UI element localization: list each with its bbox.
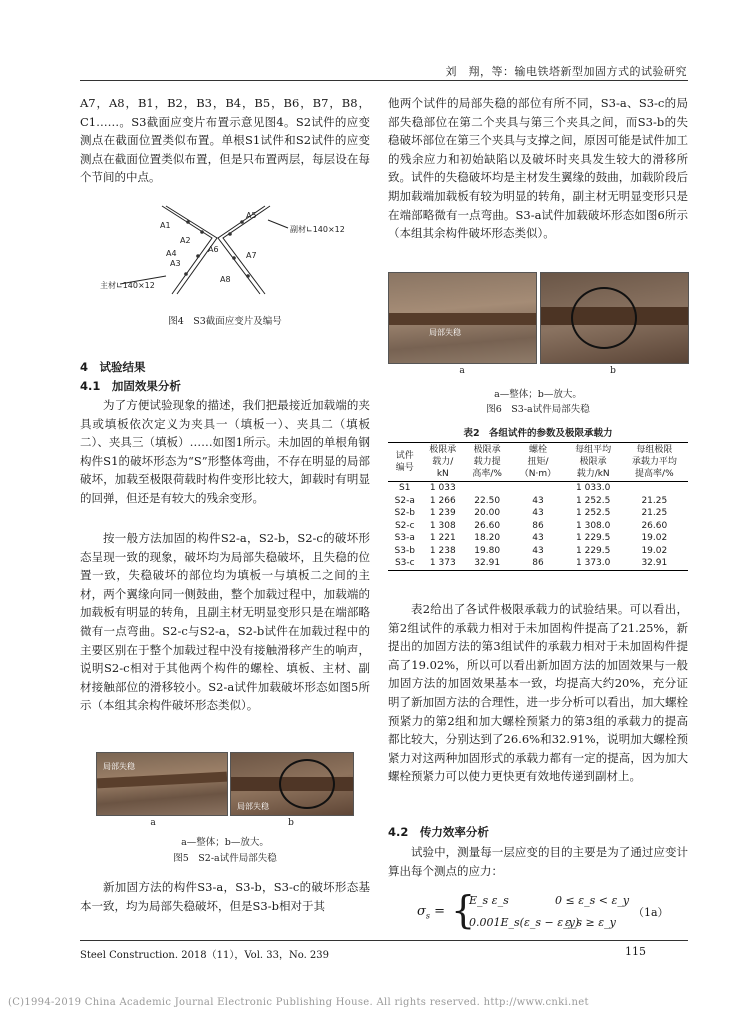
formula-case-2-condition: ε_s ≥ ε_y	[565, 916, 616, 929]
table-header-row	[388, 443, 688, 482]
table-cell: 1 239	[429, 508, 456, 518]
fig4-label: A8	[220, 275, 231, 284]
fig4-label: A3	[170, 259, 181, 268]
table-header: 螺栓 扭矩/ （N·m）	[510, 443, 565, 482]
left-paragraph-1: A7，A8，B1，B2，B3，B4，B5，B6，B7，B8，C1……。S3截面应变片布置示意见图4。S2试件的应变测点在截面位置类似布置。单根S1试件和S2试件的应变测点在截面位置类似布置，但是只布置两层，每层设在每个节间的中点。	[80, 96, 370, 185]
table-cell: 1 266	[429, 495, 456, 506]
table-cell: 43	[532, 533, 544, 543]
fig4-aux-label: 副材∟140×12	[290, 225, 345, 234]
right-paragraph-3: 试验中，测量每一层应变的目的主要是为了通过应变计算出每个测点的应力：	[388, 845, 688, 878]
fig6-legend: a—整体；b—放大。	[494, 389, 582, 400]
header-rule	[80, 80, 688, 81]
left-paragraph-4: 新加固方法的构件S3-a，S3-b，S3-c的破坏形态基本一致，均为局部失稳破坏，但是S3-b相对于其	[80, 880, 370, 913]
formula-lhs-sub: s	[425, 911, 430, 921]
table-cell: 22.50	[474, 495, 501, 506]
table-cell: 1 373	[422, 557, 465, 570]
section-4-1-heading: 4.1 加固效果分析	[80, 379, 181, 393]
figure-4-caption: 图4 S3截面应变片及编号	[168, 316, 282, 327]
table-row	[388, 557, 688, 570]
circle-annotation	[279, 759, 335, 809]
figure-6-caption: 图6 S3-a试件局部失稳	[486, 404, 590, 415]
figure-6b-photo	[540, 272, 689, 364]
steel-member	[389, 313, 536, 325]
table-cell: 1 308.0	[576, 520, 611, 531]
table-cell: 19.80	[474, 545, 501, 556]
table-cell: S2-a	[394, 495, 415, 506]
equation-number: （1a）	[633, 906, 669, 919]
fig4-main-label: 主材∟140×12	[100, 281, 155, 290]
fig4-label: A6	[208, 245, 219, 254]
table-cell: 21.25	[641, 495, 668, 506]
table-cell: 1 252.5	[576, 495, 611, 506]
fig5-sub-b: b	[288, 818, 294, 828]
fig5a-label: 局部失稳	[103, 762, 135, 771]
copyright-watermark: (C)1994-2019 China Academic Journal Electronic Publishing House. All rights reserved. http://www.cnki.net	[8, 997, 589, 1008]
table-cell: 1 229.5	[576, 545, 611, 556]
page-number: 115	[625, 945, 646, 958]
table-row	[388, 545, 688, 558]
figure-5a-photo	[96, 752, 228, 816]
table-cell	[510, 482, 565, 495]
table-cell: 1 033	[429, 483, 456, 493]
table-row	[388, 482, 688, 495]
table-2-caption: 表2 各组试件的参数及极限承载力	[463, 428, 613, 439]
left-paragraph-3: 按一般方法加固的构件S2-a，S2-b，S2-c的破坏形态呈现一致的现象，破坏均为局部失稳破坏，且失稳的位置一致，失稳破坏的部位均为填板一与填板二之间的主材，两个翼缘向同一侧鼓曲，整个加载过程中，加载端的加载板有明显的转角，且副主材无明显变形只是在端部略微有一点弯曲。S2-c与S2-a，S2-b试件在加载过程中的主要区别在于整个加载过程中没有接触滑移产生的响声，说明S2-c相对于其他两个构件的螺栓、填板、主材、副材接触部位的滑移较小。S2-a试件加载破坏形态如图5所示（本组其余构件破坏形态类似）。	[80, 531, 370, 713]
fig4-label: A5	[246, 211, 257, 220]
table-cell: 19.02	[641, 545, 668, 556]
table-cell: 32.91	[464, 557, 510, 570]
figure-4-diagram	[100, 196, 365, 306]
table-row	[388, 495, 688, 508]
formula-case-1: E_s ε_s	[469, 894, 509, 907]
table-header: 每组平均 极限承 载力/kN	[566, 443, 621, 482]
table-header: 试件 编号	[388, 443, 422, 482]
table-cell	[621, 482, 688, 495]
formula-lhs: σ	[417, 904, 426, 919]
table-header: 每组极限 承载力平均 提高率/%	[621, 443, 688, 482]
formula-case-2: 0.001E_s(ε_s − ε_y)	[469, 916, 580, 929]
steel-member	[97, 772, 227, 789]
running-header: 刘 翔，等：输电铁塔新型加固方式的试验研究	[445, 65, 687, 78]
fig4-label: A7	[246, 251, 257, 260]
table-row	[388, 520, 688, 533]
table-cell: 86	[510, 557, 565, 570]
fig5-sub-a: a	[150, 818, 156, 828]
table-cell: 21.25	[641, 508, 668, 518]
figure-6a-photo	[388, 272, 537, 364]
fig6-sub-b: b	[610, 366, 616, 376]
table-cell: 43	[532, 545, 544, 556]
table-cell: 1 238	[429, 545, 456, 556]
table-cell: 26.60	[641, 520, 668, 531]
journal-info: Steel Construction. 2018（11），Vol. 33，No. 239	[80, 950, 330, 961]
fig4-label: A4	[166, 249, 177, 258]
table-cell: 43	[532, 495, 544, 506]
table-cell: S2-c	[394, 520, 415, 531]
fig6-sub-a: a	[459, 366, 465, 376]
figure-5-caption: 图5 S2-a试件局部失稳	[173, 853, 277, 864]
circle-annotation	[571, 287, 637, 349]
table-cell: S3-b	[394, 545, 415, 556]
table-cell: 43	[532, 508, 544, 518]
table-cell: S3-a	[394, 533, 415, 543]
table-cell: S2-b	[394, 508, 415, 518]
fig4-label: A2	[180, 236, 191, 245]
figure-5b-photo	[230, 752, 354, 816]
section-4-2-heading: 4.2 传力效率分析	[388, 825, 489, 839]
table-header: 极限承 载力提 高率/%	[464, 443, 510, 482]
table-cell: 26.60	[474, 520, 501, 531]
formula-case-1-condition: 0 ≤ ε_s < ε_y	[555, 894, 630, 907]
table-cell	[464, 482, 510, 495]
equation-1a: $\sigma_s$ = { E_s ε_s 0 ≤ ε_s < ε_y 0.001E_s(ε_s − ε_y) ε_s ≥ ε_y （1a）	[417, 888, 669, 932]
table-row	[388, 532, 688, 545]
table-cell: S3-c	[388, 557, 422, 570]
right-paragraph-2: 表2给出了各试件极限承载力的试验结果。可以看出，第2组试件的承载力相对于未加固构件提高了21.25%，新提出的加固方法的第3组试件的承载力相对于未加固构件提高了19.02%，所以可以看出新加固方法的加固效果与一般加固方法的加固效果基本一致，均提高大约20%，充分证明了新加固方法的合理性，进一步分析可以看出，加大螺栓预紧力的第2组和加大螺栓预紧力的第3组的承载力的提高都比较大，分别达到了26.6%和32.91%，说明加大螺栓预紧力对这两种加固形式的承载力都有一定的提高，因为加大螺栓预紧力可以使力更快更有效地传递到副材上。	[388, 602, 688, 784]
table-cell: 20.00	[474, 508, 501, 518]
table-header: 极限承 载力/ kN	[422, 443, 465, 482]
table-cell: 86	[532, 520, 544, 531]
table-cell: 1 033.0	[576, 483, 611, 493]
fig5b-label: 局部失稳	[237, 802, 269, 811]
table-cell: 1 308	[429, 520, 456, 531]
table-cell: 32.91	[621, 557, 688, 570]
table-cell: 1 373.0	[566, 557, 621, 570]
footer-rule	[80, 940, 688, 941]
right-paragraph-1: 他两个试件的局部失稳的部位有所不同，S3-a、S3-c的局部失稳部位在第二个夹具与第三个夹具之间，而S3-b的失稳破坏部位在第三个夹具与支撑之间，原因可能是试件加工的残余应力和初始缺陷以及破坏时夹具发生较大的滑移所致。试件的失稳破坏均是主材发生翼缘的鼓曲，加载阶段后期加载端加载板有较为明显的转角，副主材无明显变形只是在端部略微有一点弯曲。S3-a试件加载破坏形态如图6所示（本组其余构件破坏形态类似）。	[388, 96, 688, 241]
left-paragraph-2: 为了方便试验现象的描述，我们把最接近加载端的夹具或填板依次定义为夹具一（填板一）、夹具二（填板二）、夹具三（填板）……如图1所示。未加固的单根角钢构件S1的破坏形态为“S”形整体弯曲，不存在明显的局部破坏，加载至极限荷载时构件变形比较大，卸载时有明显的回弹，但还是有较大的残余变形。	[80, 398, 370, 505]
fig5-legend: a—整体；b—放大。	[181, 837, 269, 848]
table-row	[388, 507, 688, 520]
fig6a-label: 局部失稳	[429, 328, 461, 337]
table-cell: 19.02	[641, 533, 668, 543]
table-2	[388, 442, 688, 571]
table-cell: 1 252.5	[576, 508, 611, 518]
table-cell: 1 221	[429, 533, 456, 543]
fig4-label: A1	[160, 221, 171, 230]
table-cell: S1	[399, 483, 411, 493]
table-cell: 18.20	[474, 533, 501, 543]
section-4-heading: 4 试验结果	[80, 360, 146, 374]
table-cell: 1 229.5	[576, 533, 611, 543]
brace: {	[451, 888, 476, 932]
